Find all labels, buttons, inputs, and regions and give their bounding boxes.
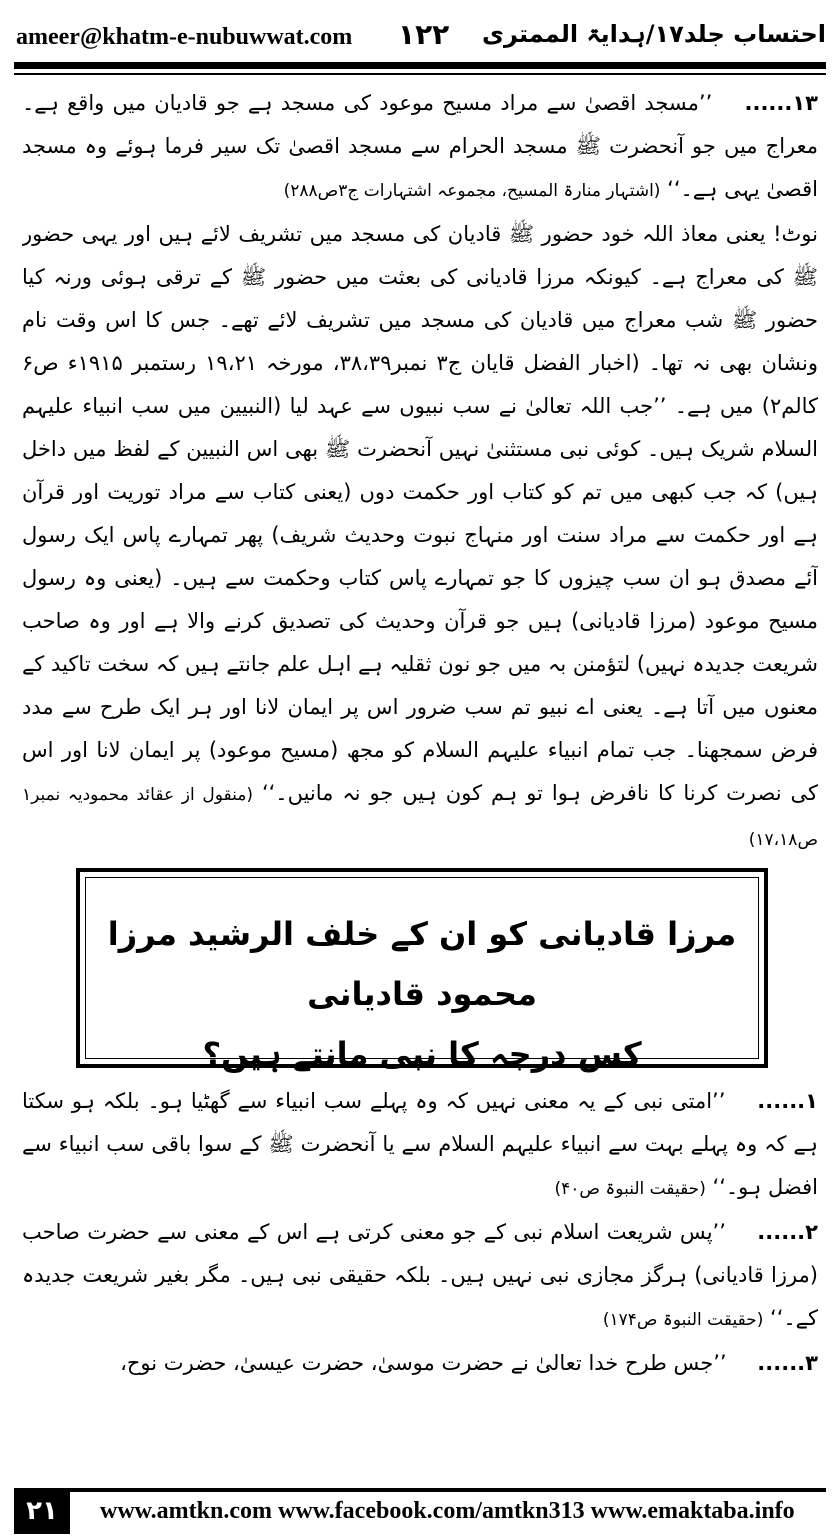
heading-box [76,868,768,1073]
page-header [14,14,826,56]
paragraph-reference: (حقیقت النبوۃ ص۱۷۴) [602,1310,764,1330]
paragraph-text: نوٹ! یعنی معاذ اللہ خود حضور ﷺ قادیان کی مسجد میں تشریف لائے ہیں اور یہی حضور ﷺ کی معراج ہے۔ کیونکہ مرزا قادیانی کی بعثت میں حضور ﷺ کے ترقی ہوئی ورنہ کیا حضور ﷺ شب معراج میں قادیان کی مسجد میں تشریف لائے تھے۔ جس کا اس وقت نام ونشان بھی نہ تھا۔ (اخبار الفضل قایان ج۳ نمبر۳۸،۳۹، مورخہ ۱۹،۲۱ رستمبر ۱۹۱۵ء ص۶ کالم۲) میں ہے۔ ’’جب اللہ تعالیٰ نے سب نبیوں سے عہد لیا (النبیین میں سب انبیاء علیہم السلام شریک ہیں۔ کوئی نبی مستثنیٰ نہیں آنحضرت ﷺ بھی اس النبیین کے لفظ میں داخل ہیں) کہ جب کبھی میں تم کو کتاب اور حکمت دوں (یعنی کتاب سے مراد توریت اور قرآن ہے اور حکمت سے مراد سنت اور منہاج نبوت وحدیث شریف) پھر تمہارے پاس ایک رسول آئے مصدق ہو ان سب چیزوں کا جو تمہارے پاس کتاب وحکمت سے ہیں۔ (یعنی وہ رسول مسیح موعود (مرزا قادیانی) ہیں جو قرآن وحدیث کی تصدیق کرنے والا ہے اور وہ صاحب شریعت جدیدہ نہیں) لتؤمنن بہ میں جو نون ثقلیہ ہے اہل علم جانتے ہیں کہ سخت تاکید کے معنوں میں آتا ہے۔ یعنی اے نبیو تم سب ضرور اس پر ایمان لانا اور ہر ایک طرح سے مدد فرض سمجھنا۔ جب تمام انبیاء علیہم السلام کو مجھ (مسیح موعود) پر ایمان لانا اور اس کی نصرت کرنا کا نافرض ہوا تو ہم کون ہیں جو نہ مانیں۔‘‘ [22,222,818,805]
footer-page-number: ۲۱ [14,1488,70,1534]
paragraph-2 [22,1211,818,1342]
heading-line-2: کس درجہ کا نبی مانتے ہیں؟ [202,1035,642,1073]
paragraph-3 [22,1342,818,1385]
paragraph-text: ’’پس شریعت اسلام نبی کے جو معنی کرتی ہے اس کے معنی سے حضرت صاحب (مرزا قادیانی) ہرگز مجازی نبی نہیں ہیں۔ بلکہ حقیقی نبی ہیں۔ مگر بغیر شریعت جدیدہ کے۔‘‘ [22,1220,818,1330]
paragraph-number: ۲...... [757,1220,818,1244]
paragraph-reference: (اشتہار منارۃ المسیح، مجموعہ اشتہارات ج۳ص۲۸۸) [283,181,661,201]
footer-rule [70,1488,826,1492]
header-rule-thick [14,62,826,69]
section-one [22,82,818,862]
paragraph-1 [22,1080,818,1211]
heading-line-1: مرزا قادیانی کو ان کے خلف الرشید مرزا محمود قادیانی [107,915,737,1013]
header-page-number: ۱۲۲ [398,18,450,51]
paragraph-number: ۳...... [757,1351,818,1375]
header-email[interactable]: ameer@khatm-e-nubuwwat.com [16,24,353,50]
paragraph-note [22,213,818,862]
footer-links[interactable]: www.amtkn.com www.facebook.com/amtkn313 www.emaktaba.info [100,1498,795,1524]
paragraph-reference: (حقیقت النبوۃ ص۴۰) [554,1179,706,1199]
header-rule-thin [14,73,826,75]
paragraph-text: ’’امتی نبی کے یہ معنی نہیں کہ وہ پہلے سب انبیاء سے گھٹیا ہو۔ بلکہ ہو سکتا ہے کہ وہ پہلے بہت سے انبیاء علیہم السلام سے یا آنحضرت ﷺ کے سوا باقی سب انبیاء سے افضل ہو۔‘‘ [22,1089,818,1199]
heading-box-text [80,904,764,1084]
header-book-title: احتساب جلد۱۷/ہدایۃ الممتری [482,20,826,48]
section-two [22,1080,818,1480]
paragraph-text: ’’جس طرح خدا تعالیٰ نے حضرت موسیٰ، حضرت عیسیٰ، حضرت نوح، [120,1351,727,1375]
paragraph-13 [22,82,818,213]
paragraph-text: ’’مسجد اقصیٰ سے مراد مسیح موعود کی مسجد ہے جو قادیان میں واقع ہے۔ معراج میں جو آنحضرت ﷺ مسجد الحرام سے مسجد اقصیٰ تک سیر فرما ہوئے وہ مسجد اقصیٰ یہی ہے۔‘‘ [22,91,818,201]
paragraph-reference: (منقول از عقائد محمودیہ نمبر۱ ص۱۷،۱۸) [22,785,818,850]
paragraph-number: ۱۳...... [744,91,818,115]
paragraph-number: ۱...... [757,1089,818,1113]
